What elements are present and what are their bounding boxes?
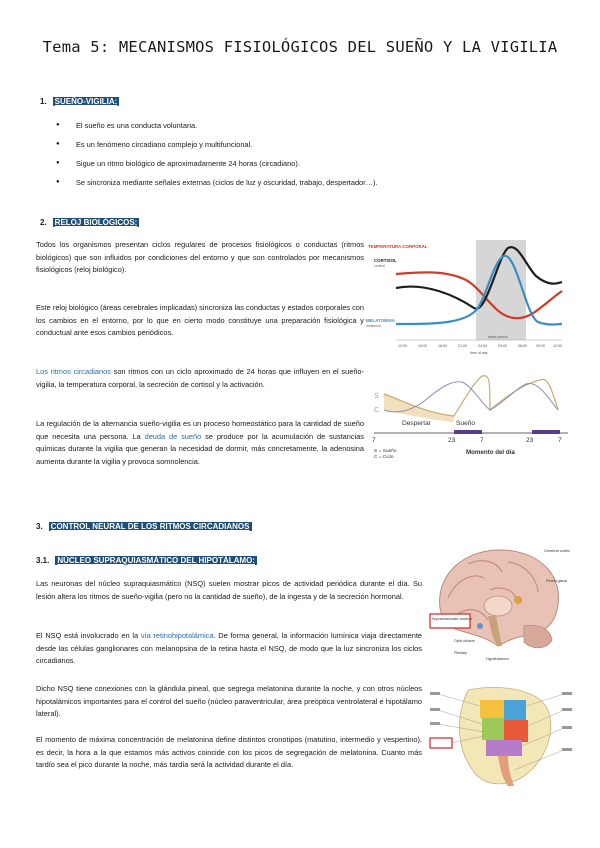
section-3-1-number: 3.1.: [36, 556, 50, 565]
bullet-item: ● El sueño es una conducta voluntaria.: [56, 116, 526, 135]
section-2-paragraph-3: [36, 366, 364, 391]
x-axis-label: time of day: [470, 351, 488, 355]
cortex-label: Cerebral cortex: [544, 549, 570, 553]
c-label: C: [374, 407, 380, 414]
ritmos-circadianos-link: Los ritmos circadianos: [36, 367, 111, 376]
pineal-gland: [514, 596, 522, 604]
sleep-bar-1: [454, 430, 482, 434]
section-3-heading: [36, 522, 252, 531]
section-2-title: RELOJ BIOLÓGICOS:: [54, 218, 138, 227]
deuda-de-sueno-link: deuda de sueño: [144, 431, 202, 441]
tick-label: 7: [558, 437, 562, 444]
cortisol-sub-label: cortisol: [374, 264, 385, 268]
melatonin-label: MELATONINA: [366, 318, 395, 323]
x-tick: 12:00: [398, 344, 407, 348]
x-tick-labels: [398, 344, 562, 348]
sleep-debt-figure: [372, 370, 568, 470]
section-3-1-title: NÚCLEO SUPRAQUIASMÁTICO DEL HIPOTÁLAMO:: [57, 556, 255, 565]
x-tick: 15:00: [418, 344, 427, 348]
optic-label: Optic chiasm: [454, 639, 475, 643]
melatonin-sub-label: melatonin: [366, 324, 381, 328]
x-tick: 06:00: [518, 344, 527, 348]
section-3-title: CONTROL NEURAL DE LOS RITMOS CIRCADIANOS: [50, 522, 250, 531]
nucleus-red: [504, 720, 528, 742]
section-1-title: SUEÑO-VIGILIA:: [54, 97, 118, 106]
tick-label: 23: [526, 437, 534, 444]
hypothalamus-label: Hypothalamus: [486, 657, 509, 661]
legend-c: C = Ciclo: [374, 455, 394, 460]
pituitary-label: Pituitary: [454, 651, 467, 655]
cortisol-label: CORTISOL: [374, 258, 397, 263]
temperature-label: TEMPERATURA CORPORAL: [368, 244, 428, 249]
hypothalamic-nuclei-figure: [428, 680, 574, 796]
sueno-label: Sueño: [456, 420, 476, 427]
x-tick: 21:00: [458, 344, 467, 348]
scn-label: Suprachiasmatic nucleus: [432, 617, 472, 621]
nucleus-green: [482, 718, 504, 740]
section-3-1-heading: [36, 556, 257, 565]
bullet-item: ● Se sincroniza mediante señales externas (ciclos de luz y oscuridad, trabajo, despertador…).: [56, 173, 526, 192]
nucleus-purple: [486, 740, 522, 756]
section-1-bullet-list: [56, 116, 526, 192]
section-3-number: 3.: [36, 522, 43, 531]
s-label: S: [374, 393, 379, 400]
x-tick: 18:00: [438, 344, 447, 348]
section-2-paragraph-2: Este reloj biológico (áreas cerebrales implicadas) sincroniza las conductas y estados corporales con los cambios en el entorno, por lo que en cierto modo constituye una preparación fisiológica y conductual ante esos cambios periódicos.: [36, 303, 364, 338]
tick-label: 23: [448, 437, 456, 444]
legend-s: S = Sueño: [374, 449, 397, 454]
brain-sagittal-figure: [428, 542, 574, 670]
cerebellum: [524, 626, 552, 648]
axis-title: Momento del día: [466, 449, 515, 456]
paragraph-end: . De forma general, la información lumínica viaja directamente desde las células ganglionares con melanopsina de la retina hasta el NSQ, de modo que la luz sincroniza los ciclos circadianos.: [36, 631, 422, 666]
tick-label: 7: [372, 437, 376, 444]
thalamus: [484, 596, 512, 616]
paragraph-start: El NSQ está involucrado en la: [36, 631, 141, 640]
nucleus-blue: [504, 700, 526, 720]
circadian-rhythm-figure: [366, 236, 564, 360]
section-3-paragraph-4: El momento de máxima concentración de melatonina define distintos cronotipos (matutino, intermedio y vespertino), es decir, la hora a la que estamos más activos coincide con los picos de segregación de melatonina. Cuanto más tardío sea el pico durante la noche, más tardía será la actividad durante el día.: [36, 735, 422, 770]
via-retinohipotalamica-link: vía retinohipotalámica: [140, 631, 214, 640]
sleep-period-band: [476, 240, 526, 340]
pineal-label: Pineal gland: [546, 579, 567, 583]
time-ticks: [372, 437, 562, 444]
x-tick: 12:00: [553, 344, 562, 348]
paragraph-4-end: se produce por la acumulación de sustancias químicas durante la vigilia que generan la necesidad de dormir, más concretamente, la adenosina aumenta durante la vigilia y provoca somnolencia.: [36, 431, 364, 466]
section-2-paragraph-1: Todos los organismos presentan ciclos regulares de procesos fisiológicos o conductas (ritmos biológicos) que son influidos por condiciones del entorno y que son controlados por mecanismos fisiológicos (reloj biológico).: [36, 240, 364, 275]
sleep-period-label: sleep period: [488, 335, 508, 339]
page-title: Tema 5: MECANISMOS FISIOLÓGICOS DEL SUEÑO Y LA VIGILIA: [42, 38, 558, 56]
pituitary-gland: [477, 623, 483, 629]
x-tick: 09:00: [536, 344, 545, 348]
x-tick: 03:00: [498, 344, 507, 348]
section-3-paragraph-1: Las neuronas del núcleo supraquiasmático (NSQ) suelen mostrar picos de actividad periódica durante el día. Su lesión altera los ritmos de sueño-vigilia (pero no la cantidad de sueño), de la ingesta y de la secreción hormonal.: [36, 579, 422, 601]
paragraph-4-start: La regulación de la alternancia sueño-vigilia es un proceso homeostático para la cantidad de sueño que necesita una persona. La: [36, 419, 364, 441]
section-3-paragraph-3: Dicho NSQ tiene conexiones con la glándula pineal, que segrega melatonina durante la noche, y con otros núcleos hipotalámicos importantes para el control del sueño (núcleo paraventricular, área preóptica ventrolateral e hipotálamo lateral).: [36, 684, 422, 719]
tick-label: 7: [480, 437, 484, 444]
x-tick: 24:00: [478, 344, 487, 348]
section-2-number: 2.: [40, 218, 47, 227]
nucleus-yellow: [480, 700, 504, 718]
bullet-item: ● Es un fenómeno circadiano complejo y multifuncional.: [56, 135, 526, 154]
section-2-paragraph-4: [36, 418, 364, 468]
sleep-bar-2: [532, 430, 560, 434]
despertar-label: Despertar: [402, 420, 431, 427]
section-1-heading: [40, 97, 119, 106]
scn-highlight-box-2: [430, 738, 452, 748]
section-3-paragraph-2: [36, 630, 422, 668]
section-2-heading: [40, 218, 139, 227]
paragraph-3-text: son ritmos con un ciclo aproximado de 24 horas que influyen en el sueño-vigilia, la temperatura corporal, la secreción de cortisol y la activación.: [36, 367, 365, 389]
bullet-item: ● Sigue un ritmo biológico de aproximadamente 24 horas (circadiano).: [56, 154, 526, 173]
section-1-number: 1.: [40, 97, 47, 106]
